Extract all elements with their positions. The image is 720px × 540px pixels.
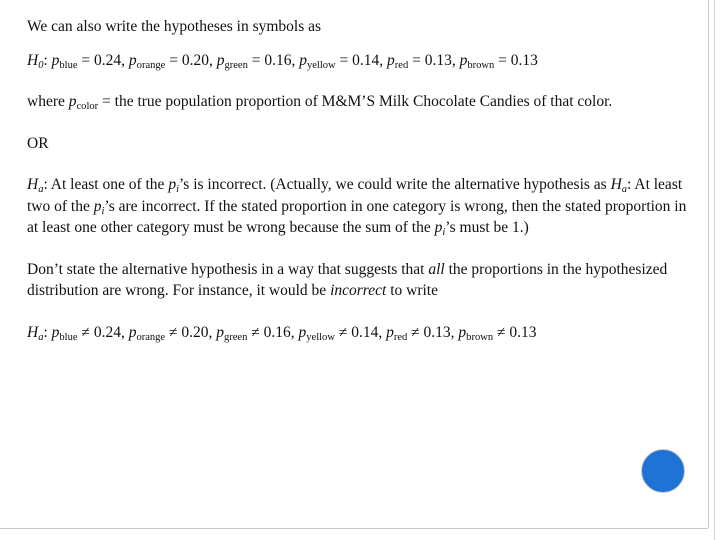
h0-term-subscript: green [224,59,248,71]
h0-term-value: 0.20 [181,51,209,69]
decorative-blue-circle [641,449,685,493]
ha-term-subscript: brown [466,331,494,343]
ha-term-subscript: yellow [306,331,335,343]
h0-term-symbol: p [459,51,468,69]
h0-term-operator: = [408,51,425,69]
ha-label: H [27,323,39,341]
ha-term-symbol: p [386,323,394,341]
h0-colon: : [43,51,48,69]
h0-term-value: 0.24 [94,51,122,69]
ha-term-subscript: green [223,331,248,343]
frame-right-line [708,0,709,528]
ha-term-subscript: red [393,331,408,343]
ha-term-operator: ≠ [334,323,352,341]
ha-term-subscript: orange [136,331,166,343]
h0-term-operator: = [77,51,95,69]
ha-term-symbol: p [128,323,137,341]
h0-label-sub: 0 [38,59,44,71]
h0-term-symbol: p [216,51,225,69]
ha-term-operator: ≠ [165,323,182,341]
where-definition: where $p_{color}$ = the true population proportion of M&M’S Milk Chocolate Candies of that color. [27,93,613,112]
ha-term-value: 0.24 [93,323,121,341]
h0-term-symbol: p [51,51,60,69]
h0-term-operator: = [165,51,182,69]
h0-term-value: 0.13 [510,51,538,69]
slide-content [27,16,691,343]
h0-term-subscript: blue [59,59,78,71]
h0-term-subscript: red [394,59,409,71]
h0-term-symbol: p [128,51,137,69]
h0-term-subscript: brown [467,59,495,71]
ha-term-value: 0.14 [351,323,379,341]
h0-term-value: 0.16 [264,51,292,69]
dont-state-note: Don’t state the alternative hypothesis in a way that suggests that all the proportions in the hypothesized distribution are wrong. For instance, it would be incorrect to write [27,260,668,299]
h0-term-operator: = [335,51,353,69]
frame-right-outer-line [714,0,715,540]
ha-term-symbol: p [458,323,467,341]
ha-term-operator: ≠ [77,323,94,341]
ha-term-symbol: p [216,323,224,341]
h0-term-operator: = [494,51,511,69]
h0-term-operator: = [247,51,265,69]
h0-term-value: 0.13 [424,51,452,69]
h0-term-value: 0.14 [352,51,380,69]
or-text: OR [27,134,49,152]
ha-term-symbol: p [51,323,60,341]
h0-term-symbol: p [299,51,307,69]
ha-term-subscript: blue [59,331,78,343]
h0-label: H [27,51,39,69]
frame-bottom-line [0,528,708,529]
incorrect-alternative-hypothesis: $H_a$: $p_{blue} \ne 0.24$, $p_{orange} \ne 0.20$, $p_{green} \ne 0.16$, $p_{yellow} \ne 0.14$, $p_{red} \ne 0.13$, $p_{brown} \ne 0.13$ [27,323,537,343]
h0-term-subscript: orange [136,59,166,71]
ha-colon: : [43,323,48,341]
ha-term-operator: ≠ [493,323,510,341]
h0-term-symbol: p [387,51,395,69]
null-hypothesis: $H_0$: $p_{blue} = 0.24$, $p_{orange} = 0.20$, $p_{green} = 0.16$, $p_{yellow} = 0.14$, $p_{red} = 0.13$, $p_{brown} = 0.13$ [27,51,538,71]
ha-term-value: 0.16 [263,323,291,341]
intro-text: We can also write the hypotheses in symbols as [27,18,322,35]
ha-term-operator: ≠ [407,323,424,341]
ha-term-value: 0.13 [509,323,537,341]
ha-term-symbol: p [298,323,307,341]
ha-term-value: 0.20 [181,323,209,341]
alternative-hypothesis: $H_a$: At least one of the $p_i’s$ is incorrect. (Actually, we could write the alternative hypothesis as $H_a$: At least two of the $p_i’s$ are incorrect. If the stated proportion in one category is wrong, then the stated proportion in at least one other category must be wrong because the sum of the $p_i’s$ must be 1.) [27,176,687,238]
ha-term-operator: ≠ [247,323,264,341]
ha-label-sub: a [38,331,44,343]
h0-term-subscript: yellow [306,59,336,71]
ha-term-value: 0.13 [423,323,451,341]
